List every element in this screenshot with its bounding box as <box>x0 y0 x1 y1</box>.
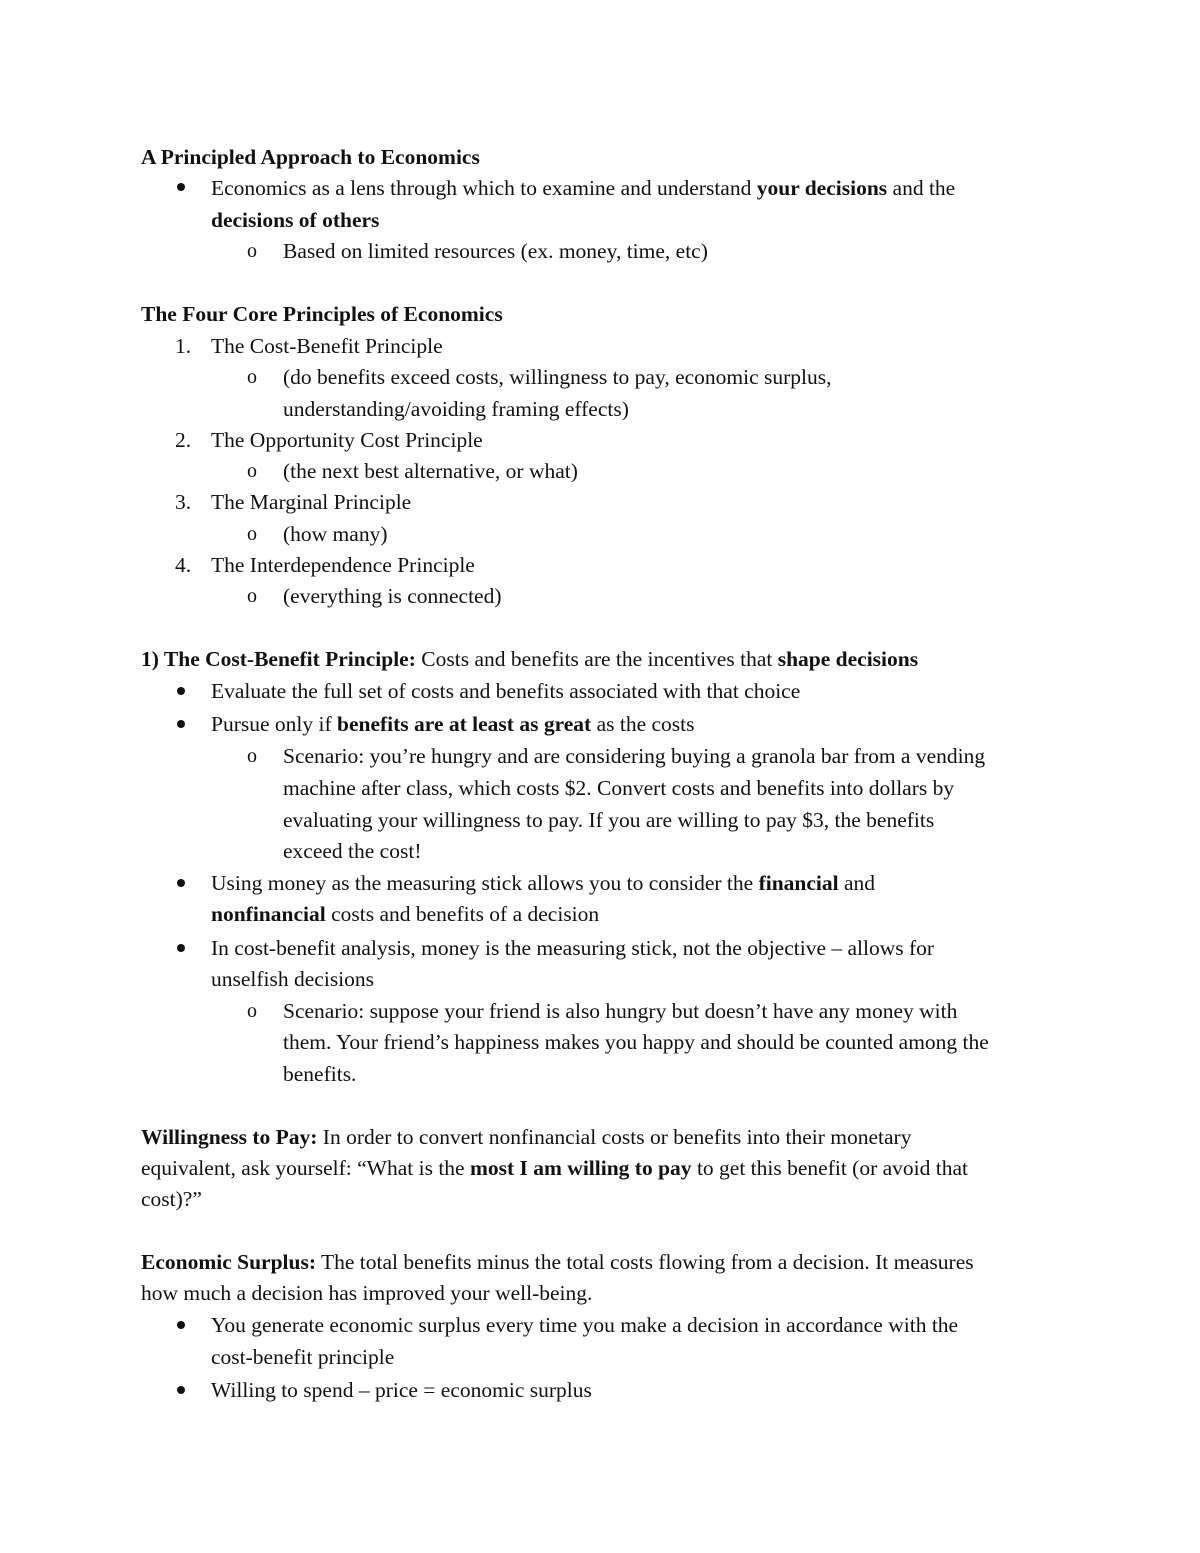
list-number: 4. <box>175 553 192 577</box>
list-item: The Cost-Benefit Principle <box>211 334 443 358</box>
bullet-text: Pursue only if benefits are at least as great as the costs <box>211 712 695 736</box>
bullet-text-cont: nonfinancial costs and benefits of a decision <box>211 902 600 926</box>
bullet-icon <box>177 720 185 728</box>
sub-bullet-text: Based on limited resources (ex. money, time, etc) <box>283 239 708 263</box>
definition-economic-surplus: Economic Surplus: The total benefits minus the total costs flowing from a decision. It measures <box>141 1250 974 1274</box>
bullet-text-cont: cost-benefit principle <box>211 1345 395 1369</box>
definition-text-cont: cost)?” <box>141 1187 202 1211</box>
sub-bullet-text-cont: machine after class, which costs $2. Convert costs and benefits into dollars by <box>283 776 955 800</box>
sub-bullet-icon: o <box>247 460 257 482</box>
bullet-text: Evaluate the full set of costs and benefits associated with that choice <box>211 679 801 703</box>
sub-bullet-text-cont: evaluating your willingness to pay. If you are willing to pay $3, the benefits <box>283 808 935 832</box>
sub-bullet-icon: o <box>247 585 257 607</box>
list-item: The Interdependence Principle <box>211 553 475 577</box>
bullet-icon <box>177 879 185 887</box>
bullet-icon <box>177 1386 185 1394</box>
sub-bullet-icon: o <box>247 240 257 262</box>
sub-bullet-text: (how many) <box>283 522 388 546</box>
sub-bullet-text-cont: them. Your friend’s happiness makes you happy and should be counted among the <box>283 1030 989 1054</box>
definition-text-cont: how much a decision has improved your well-being. <box>141 1281 593 1305</box>
sub-bullet-icon: o <box>247 523 257 545</box>
section-title-principled-approach: A Principled Approach to Economics <box>141 145 480 169</box>
list-item: The Marginal Principle <box>211 490 412 514</box>
sub-bullet-icon: o <box>247 1000 257 1022</box>
section-heading-cost-benefit: 1) The Cost-Benefit Principle: Costs and benefits are the incentives that shape decisions <box>141 647 919 671</box>
sub-bullet-text-cont: benefits. <box>283 1062 357 1086</box>
list-item: The Opportunity Cost Principle <box>211 428 483 452</box>
bullet-text: Economics as a lens through which to examine and understand your decisions and the <box>211 176 956 200</box>
sub-bullet-text: Scenario: you’re hungry and are considering buying a granola bar from a vending <box>283 744 986 768</box>
bullet-text: In cost-benefit analysis, money is the measuring stick, not the objective – allows for <box>211 936 935 960</box>
definition-willingness-to-pay: Willingness to Pay: In order to convert nonfinancial costs or benefits into their monetary <box>141 1125 912 1149</box>
definition-text-cont: equivalent, ask yourself: “What is the most I am willing to pay to get this benefit (or avoid that <box>141 1156 969 1180</box>
bullet-text: Willing to spend – price = economic surplus <box>211 1378 592 1402</box>
bullet-icon <box>177 687 185 695</box>
sub-bullet-text-cont: understanding/avoiding framing effects) <box>283 397 629 421</box>
sub-bullet-icon: o <box>247 366 257 388</box>
section-title-four-principles: The Four Core Principles of Economics <box>141 302 503 326</box>
bullet-icon <box>177 944 185 952</box>
bullet-text: You generate economic surplus every time you make a decision in accordance with the <box>211 1313 959 1337</box>
bullet-text: Using money as the measuring stick allows you to consider the financial and <box>211 871 876 895</box>
sub-bullet-text: (do benefits exceed costs, willingness to pay, economic surplus, <box>283 365 832 389</box>
list-number: 1. <box>175 334 192 358</box>
sub-bullet-text: (the next best alternative, or what) <box>283 459 578 483</box>
list-number: 2. <box>175 428 192 452</box>
sub-bullet-text-cont: exceed the cost! <box>283 839 422 863</box>
bullet-icon <box>177 183 185 191</box>
bullet-text-cont: unselfish decisions <box>211 967 375 991</box>
bullet-icon <box>177 1321 185 1329</box>
sub-bullet-text: Scenario: suppose your friend is also hungry but doesn’t have any money with <box>283 999 958 1023</box>
bullet-text-cont: decisions of others <box>211 208 380 232</box>
sub-bullet-icon: o <box>247 745 257 767</box>
sub-bullet-text: (everything is connected) <box>283 584 502 608</box>
list-number: 3. <box>175 490 192 514</box>
